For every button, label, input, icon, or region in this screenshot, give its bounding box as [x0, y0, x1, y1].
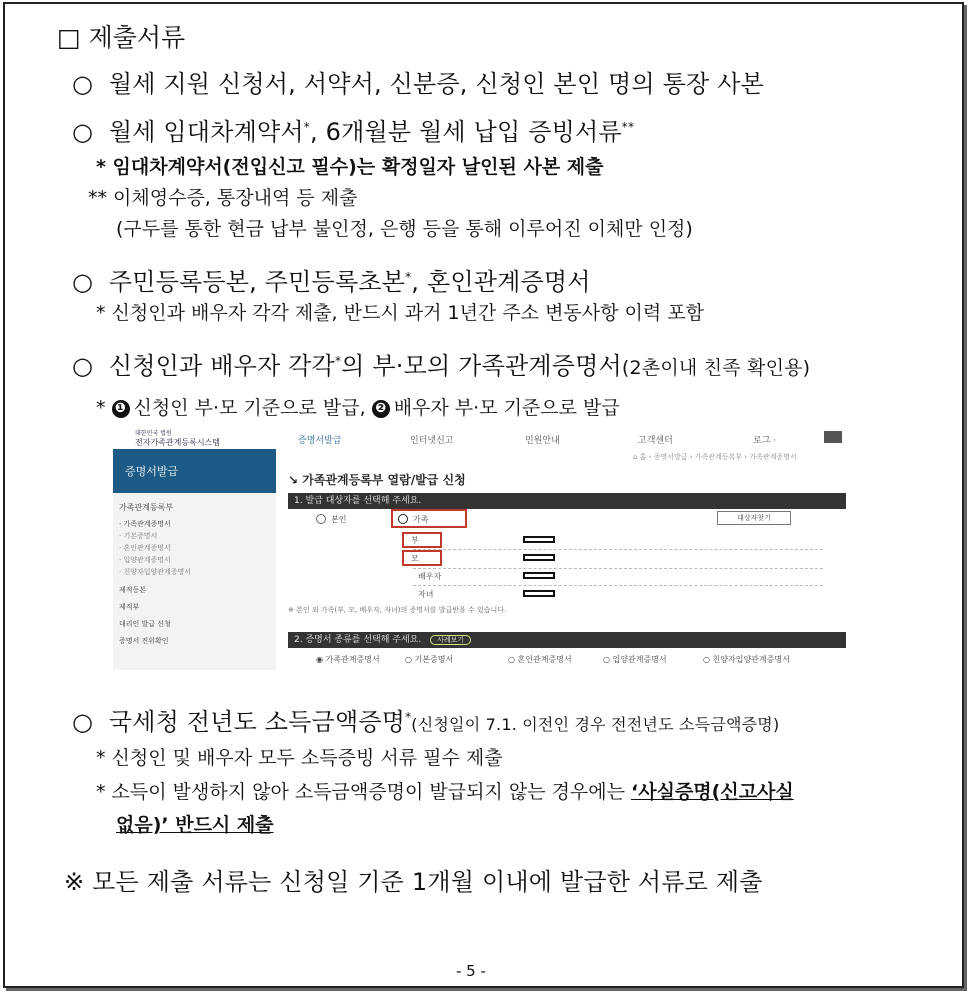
shot-logo [117, 428, 220, 448]
footnote-mark: * [405, 270, 412, 284]
shot-masked-0 [523, 536, 555, 543]
shot-masked-1 [523, 554, 555, 561]
shot-nav-4: 로그 · [753, 436, 777, 446]
item-2 [72, 112, 634, 147]
shot-nav-2: 민원안내 [525, 436, 560, 446]
shot-help-button: 사례보기 [430, 635, 471, 645]
shot-divider [413, 568, 823, 569]
shot-side-8: 대리인 발급 신청 [119, 620, 171, 628]
item-5 [72, 702, 779, 737]
item-4 [72, 346, 810, 381]
item-1 [72, 64, 764, 99]
shot-side-2: · 기본증명서 [119, 532, 158, 540]
note-income-1: * 신청인 및 배우자 모두 소득증빙 서류 필수 제출 [96, 747, 503, 769]
shot-search-button: 대상자찾기 [717, 511, 791, 525]
shot-opt-family: 가족 [413, 515, 429, 524]
shot-nav-3: 고객센터 [638, 436, 673, 446]
shot-member-3: 자녀 [418, 590, 434, 599]
cert-label: 기본증명서 [414, 655, 454, 664]
shot-member-1: 모 [411, 554, 419, 563]
shot-side-7: 제적부 [119, 603, 140, 611]
shot-side-9: 증명서 진위확인 [119, 637, 169, 645]
embedded-screenshot [113, 425, 848, 670]
bullet: ○ [72, 268, 94, 296]
shot-info-line: ※ 본인 외 가족(부, 모, 배우자, 자녀)의 증명서를 발급받을 수 있습니다. [288, 606, 507, 614]
item-text-2: , 혼인관계증명서 [411, 268, 591, 296]
bullet: ○ [72, 118, 94, 146]
shot-step1: 1. 발급 대상자를 선택해 주세요. [288, 493, 846, 509]
shot-side-4: · 입양관계증명서 [119, 556, 171, 564]
cert-label: 입양관계증명서 [612, 655, 667, 664]
cert-label: 혼인관계증명서 [517, 655, 572, 664]
logo-line2: 전자가족관계등록시스템 [135, 438, 221, 447]
shot-side-1: · 가족관계증명서 [119, 520, 171, 528]
shot-member-2: 배우자 [418, 572, 442, 581]
note-family-1: 신청인 부·모 기준으로 발급, [133, 397, 366, 419]
item-text: 주민등록등본, 주민등록초본 [108, 268, 406, 296]
footnote-mark: * [303, 120, 310, 134]
shot-nav-0: 증명서발급 [298, 436, 342, 446]
footer-note: ※ 모든 제출 서류는 신청일 기준 1개월 이내에 발급한 서류로 제출 [64, 868, 763, 896]
shot-divider [413, 549, 823, 550]
shot-breadcrumb: ⌂ 홈 › 증명서발급 › 가족관계등록부 › 가족관계증명서 [633, 453, 797, 461]
bullet: ○ [72, 708, 94, 736]
note-income-2-emph2: 없음)’ 반드시 제출 [116, 814, 274, 836]
cert-label: 친양자입양관계증명서 [712, 655, 790, 664]
shot-radio-self [316, 514, 326, 524]
item-note: (2촌이내 친족 확인용) [621, 357, 811, 379]
item-note: (신청일이 7.1. 이전인 경우 전전년도 소득금액증명) [411, 715, 780, 734]
shot-radio-family [398, 514, 408, 524]
shot-cert-0: ◉ 가족관계증명서 [316, 655, 380, 664]
shot-opt-self: 본인 [331, 515, 347, 524]
shot-highlight-father [402, 532, 442, 548]
shot-divider [413, 585, 823, 586]
shot-masked-2 [523, 572, 555, 579]
shot-side-5: · 친양자입양관계증명서 [119, 568, 192, 576]
section-title: □ 제출서류 [57, 23, 186, 52]
page-number: - 5 - [456, 962, 486, 980]
note-transfer: ** 이체영수증, 통장내역 등 제출 [88, 187, 358, 209]
item-text: 월세 지원 신청서, 서약서, 신분증, 신청인 본인 명의 통장 사본 [108, 70, 764, 98]
shot-nav-1: 인터넷신고 [410, 436, 454, 446]
footnote-mark: * [405, 710, 412, 724]
banner-text: 증명서발급 [125, 465, 179, 478]
note-family-2: 배우자 부·모 기준으로 발급 [393, 397, 620, 419]
footnote-mark: * [334, 354, 342, 368]
shot-cert-4: ○ 친양자입양관계증명서 [703, 655, 790, 664]
note-family [96, 393, 620, 420]
bullet: ○ [72, 70, 94, 98]
shot-cert-2: ○ 혼인관계증명서 [508, 655, 572, 664]
note-lease: * 임대차계약서(전입신고 필수)는 확정일자 날인된 사본 제출 [96, 156, 604, 178]
shot-side-0: 가족관계등록부 [119, 503, 174, 512]
shot-masked-3 [523, 590, 555, 597]
note-resident: * 신청인과 배우자 각각 제출, 반드시 과거 1년간 주소 변동사항 이력 포함 [96, 302, 704, 324]
cert-label: 가족관계증명서 [325, 655, 380, 664]
logo-line1: 대한민국 법원 [135, 430, 172, 437]
shot-cert-1: ○ 기본증명서 [405, 655, 454, 664]
note-star: * [96, 397, 106, 419]
item-text: 월세 임대차계약서 [108, 118, 304, 146]
item-text-2: 의 부·모의 가족관계증명서 [341, 352, 622, 380]
shot-side-6: 제적등본 [119, 586, 147, 594]
circled-two-icon: ❷ [372, 400, 390, 418]
note-income-2-emph: ‘사실증명(신고사실 [631, 781, 794, 803]
item-text: 국세청 전년도 소득금액증명 [108, 708, 406, 736]
shot-topnav [113, 425, 848, 449]
shot-side-3: · 혼인관계증명서 [119, 544, 171, 552]
note-income-2-prefix: * 소득이 발생하지 않아 소득금액증명이 발급되지 않는 경우에는 [96, 781, 625, 803]
shot-highlight-mother [402, 550, 442, 566]
item-3 [72, 262, 591, 297]
note-income-2 [96, 777, 794, 804]
shot-page-title: ↘ 가족관계등록부 열람/발급 신청 [288, 473, 466, 487]
item-text-2: , 6개월분 월세 납입 증빙서류 [309, 118, 622, 146]
item-text: 신청인과 배우자 각각 [108, 352, 335, 380]
bullet: ○ [72, 352, 94, 380]
circled-one-icon: ❶ [112, 400, 130, 418]
footnote-mark-2: ** [621, 120, 635, 134]
step2-text: 2. 증명서 종류를 선택해 주세요. [294, 635, 422, 645]
shot-banner [113, 449, 276, 493]
note-transfer-detail: (구두를 통한 현금 납부 불인정, 은행 등을 통해 이루어진 이체만 인정) [116, 218, 693, 240]
shot-step2 [288, 632, 846, 648]
shot-menu-icon [824, 431, 842, 443]
shot-member-0: 부 [411, 536, 419, 545]
shot-cert-3: ○ 입양관계증명서 [603, 655, 667, 664]
